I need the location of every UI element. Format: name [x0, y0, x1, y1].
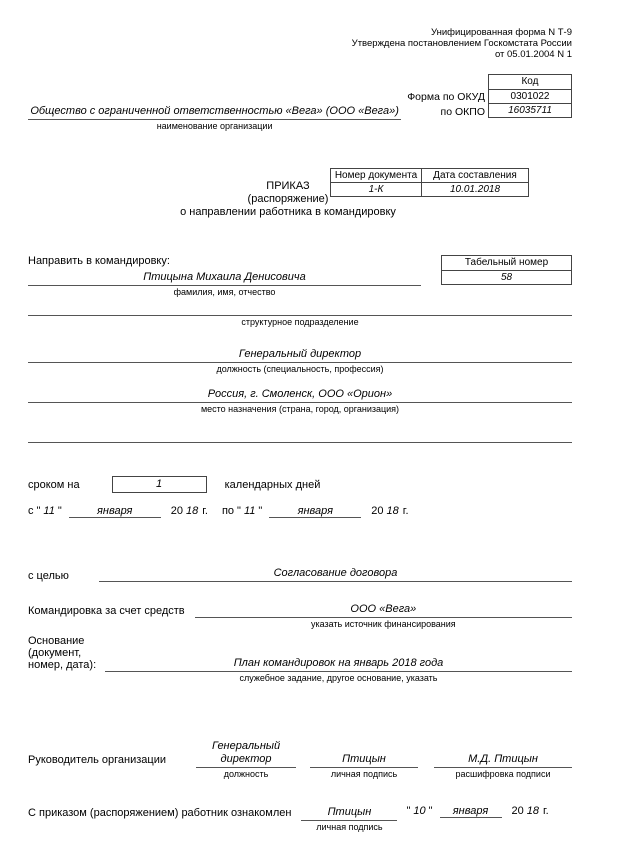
open-quote: "	[406, 805, 411, 817]
head-signature-field[interactable]: Птицын	[310, 753, 418, 768]
head-signature-caption: личная подпись	[330, 769, 398, 779]
ack-label: С приказом (распоряжением) работник ознакомлен	[28, 807, 292, 819]
head-label: Руководитель организации	[28, 754, 167, 766]
department-caption: структурное подразделение	[241, 317, 359, 327]
doc-number-value-cell[interactable]: 1-К	[330, 182, 422, 197]
head-position-line2: директор	[220, 753, 272, 765]
document-number-table	[330, 168, 529, 197]
head-decoded-column	[434, 753, 572, 779]
organization-caption: наименование организации	[156, 121, 273, 131]
head-signature-row	[28, 740, 572, 779]
purpose-label: с целью	[28, 570, 69, 582]
to-label: по	[221, 505, 235, 517]
doc-number-header-cell: Номер документа	[330, 168, 422, 183]
department-field[interactable]	[28, 301, 572, 316]
close-quote: "	[258, 505, 263, 517]
code-labels	[407, 74, 488, 120]
employee-signature-field[interactable]: Птицын	[301, 806, 397, 821]
organization-block	[28, 74, 401, 131]
ack-day-field[interactable]: 10	[413, 805, 426, 817]
ack-year-prefix: 20	[511, 805, 524, 817]
ack-year-suffix: г.	[543, 805, 549, 817]
head-position-caption: должность	[223, 769, 269, 779]
head-decoded-field[interactable]: М.Д. Птицын	[434, 753, 572, 768]
destination-caption: место назначения (страна, город, организация)	[200, 404, 400, 414]
basis-label-line3: номер, дата):	[28, 659, 97, 671]
funding-field-block	[195, 602, 572, 629]
order-title-section	[0, 168, 625, 220]
employee-name-field[interactable]: Птицына Михаила Денисовича	[28, 270, 421, 286]
from-day-field[interactable]: 11	[43, 505, 55, 517]
basis-field[interactable]: План командировок на январь 2018 года	[105, 656, 572, 672]
position-block	[28, 347, 572, 374]
personnel-number-table	[441, 255, 572, 297]
organization-name-field[interactable]: Общество с ограниченной ответственностью «Вега» (ООО «Вега»)	[28, 104, 401, 120]
ack-date-block	[403, 805, 548, 832]
code-header-cell: Код	[488, 74, 572, 90]
from-month-field[interactable]: января	[69, 505, 161, 518]
basis-field-block	[105, 656, 572, 683]
employee-name-caption: фамилия, имя, отчество	[173, 287, 276, 297]
personnel-number-header-cell: Табельный номер	[441, 255, 572, 271]
codes-section	[28, 74, 572, 131]
from-year-field[interactable]: 18	[185, 505, 199, 517]
duration-label: сроком на	[28, 478, 80, 491]
to-year-prefix: 20	[371, 505, 384, 517]
basis-label-line1: Основание	[28, 635, 85, 647]
doc-date-header-cell: Дата составления	[421, 168, 529, 183]
funding-caption: указать источник финансирования	[310, 619, 456, 629]
order-subject: о направлении работника в командировку	[180, 206, 396, 218]
head-position-line1: Генеральный	[211, 740, 281, 752]
to-year-suffix: г.	[402, 505, 409, 517]
head-decoded-caption: расшифровка подписи	[455, 769, 551, 779]
funding-row	[28, 602, 572, 629]
employee-section	[28, 255, 572, 297]
code-table	[488, 74, 572, 120]
to-day-field[interactable]: 11	[243, 505, 256, 517]
basis-label	[28, 635, 105, 683]
from-year-prefix: 20	[170, 505, 183, 517]
personnel-number-value-cell[interactable]: 58	[441, 270, 572, 285]
form-approval-block	[0, 0, 625, 60]
purpose-field[interactable]: Согласование договора	[99, 566, 572, 582]
doc-date-value-cell[interactable]: 10.01.2018	[421, 182, 529, 197]
close-quote: "	[428, 805, 433, 817]
order-subtitle: (распоряжение)	[247, 193, 329, 205]
from-label: с	[28, 505, 34, 517]
to-month-field[interactable]: января	[269, 505, 361, 518]
head-position-field[interactable]	[196, 740, 296, 768]
okud-label: Форма по ОКУД	[407, 91, 485, 103]
ack-year-field[interactable]: 18	[526, 805, 539, 817]
duration-unit-label: календарных дней	[224, 478, 321, 491]
acknowledgement-row	[28, 805, 572, 832]
send-label: Направить в командировку:	[28, 255, 170, 267]
form-approved-line: Утверждена постановлением Госкомстата России	[351, 38, 572, 49]
form-name-line: Унифицированная форма N Т-9	[431, 27, 572, 38]
employee-name-block	[28, 255, 421, 297]
okpo-value-cell[interactable]: 16035711	[488, 103, 572, 118]
purpose-row	[28, 566, 572, 582]
open-quote: "	[36, 505, 41, 517]
position-caption: должность (специальность, профессия)	[216, 364, 384, 374]
ack-signature-caption: личная подпись	[316, 822, 383, 832]
destination-block	[28, 387, 572, 414]
ack-month-field[interactable]: января	[440, 805, 502, 818]
to-year-field[interactable]: 18	[386, 505, 399, 517]
duration-value-box[interactable]: 1	[112, 476, 207, 493]
basis-row	[28, 635, 572, 683]
head-position-column	[196, 740, 296, 779]
position-field[interactable]: Генеральный директор	[28, 347, 572, 363]
form-date-line: от 05.01.2004 N 1	[494, 49, 572, 60]
destination-field[interactable]: Россия, г. Смоленск, ООО «Орион»	[28, 387, 572, 403]
basis-caption: служебное задание, другое основание, указать	[239, 673, 438, 683]
trip-dates-row	[28, 505, 572, 518]
okud-value-cell[interactable]: 0301022	[488, 89, 572, 104]
close-quote: "	[57, 505, 62, 517]
duration-row	[28, 476, 572, 493]
okpo-label: по ОКПО	[440, 106, 485, 118]
extra-line-block	[28, 428, 572, 443]
funding-label: Командировка за счет средств	[28, 605, 185, 617]
head-signature-column	[310, 753, 418, 779]
funding-field[interactable]: ООО «Вега»	[195, 602, 572, 618]
order-title: ПРИКАЗ	[266, 180, 310, 192]
department-block	[28, 301, 572, 327]
ack-signature-column	[301, 806, 397, 832]
open-quote: "	[237, 505, 241, 517]
extra-line-field[interactable]	[28, 428, 572, 443]
from-year-suffix: г.	[202, 505, 208, 517]
basis-label-line2: (документ,	[28, 647, 82, 659]
